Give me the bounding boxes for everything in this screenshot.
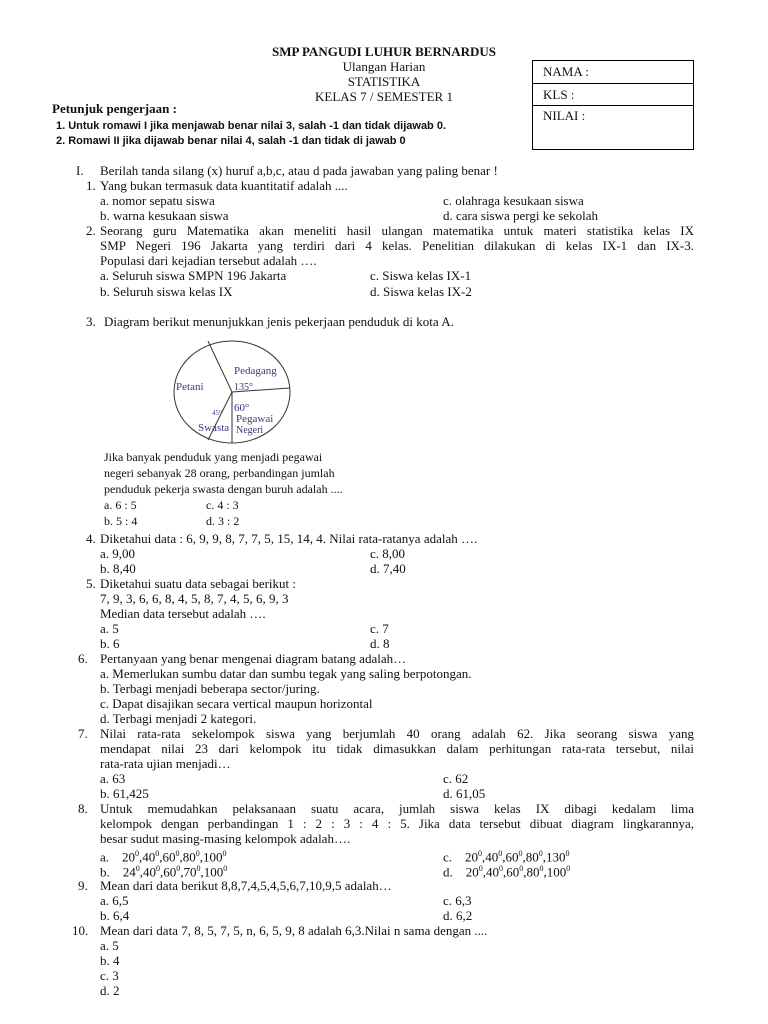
option-c[interactable]: c. 6,3 — [443, 893, 472, 908]
score-field[interactable]: NILAI : — [543, 108, 586, 123]
question-text: mendapat nilai 23 dari kelompok itu tidak dimasukkan dalam perhitungan rata-rata tersebut, nilai — [100, 741, 694, 756]
option-c[interactable]: c. $20^0,40^0,60^0,80^0,130^0$ — [443, 849, 570, 865]
option-d[interactable]: d. 2 — [100, 983, 120, 998]
angle-value: 70 — [183, 864, 197, 880]
option-a[interactable]: a. 6,5 — [100, 893, 129, 908]
angle-value: 24 — [122, 864, 136, 880]
angle-value: 60 — [163, 864, 177, 880]
question-text: Mean dari data 7, 8, 5, 7, 5, n, 6, 5, 9, 8 adalah 6,3.Nilai n sama dengan .... — [100, 923, 488, 938]
option-a[interactable]: a. 9,00 — [100, 546, 136, 561]
id-divider — [533, 83, 693, 84]
option-c[interactable]: c. 3 — [100, 968, 119, 983]
question-text: Seorang guru Matematika akan meneliti hasil ulangan matematika untuk materi statistika kelas IX — [100, 223, 694, 238]
question-text: Median data tersebut adalah …. — [100, 606, 266, 621]
angle-value: 130 — [546, 849, 566, 865]
school-name: SMP PANGUDI LUHUR BERNARDUS — [271, 44, 497, 59]
section-number: I. — [76, 163, 84, 178]
angle-value: 20 — [122, 849, 136, 865]
angle-value: 20 — [465, 864, 479, 880]
degree-sign: 0 — [156, 864, 160, 873]
pie-angle-60: 60° — [234, 402, 250, 414]
class-semester: KELAS 7 / SEMESTER 1 — [315, 89, 453, 104]
option-b[interactable]: b. 8,40 — [100, 561, 136, 576]
option-d[interactable]: d. 7,40 — [370, 561, 406, 576]
pie-label-negeri: Negeri — [236, 425, 264, 436]
question-text: kelompok dengan perbandingan 1 : 2 : 3 : 4 : 5. Jika data tersebut dibuat diagram lingkarannya, — [100, 816, 694, 831]
degree-sign: 0 — [565, 849, 570, 858]
degree-sign: 0 — [135, 849, 140, 858]
angle-value: 80 — [182, 849, 196, 865]
pie-angle-135: 135° — [234, 382, 253, 393]
pie-angle-45: 45° — [212, 409, 222, 417]
degree-sign: 0 — [538, 849, 543, 858]
option-b[interactable]: b. warna kesukaan siswa — [100, 208, 229, 223]
degree-sign: 0 — [498, 849, 503, 858]
degree-sign: 0 — [566, 864, 571, 873]
question-text: Nilai rata-rata sekelompok siswa yang berjumlah 40 orang adalah 62. Jika seorang siswa yang — [100, 726, 694, 741]
angle-value: 40 — [143, 864, 156, 880]
option-label: a. — [100, 849, 110, 865]
angle-value: 20 — [465, 849, 479, 865]
option-d[interactable]: d. cara siswa pergi ke sekolah — [443, 208, 598, 223]
angle-value: 40 — [142, 849, 156, 865]
question-text: Populasi dari kejadian tersebut adalah …. — [100, 253, 317, 268]
option-a[interactable]: a. 5 — [100, 621, 119, 636]
option-b[interactable]: b. Seluruh siswa kelas IX — [100, 284, 233, 299]
option-a[interactable]: a. $20^0,40^0,60^0,80^0,100^0$ — [100, 849, 227, 865]
question-number: 10. — [72, 923, 89, 938]
angle-value: 60 — [505, 849, 519, 865]
pie-divider — [208, 341, 232, 392]
option-c[interactable]: c. 4 : 3 — [206, 498, 239, 512]
option-label: b. — [100, 864, 110, 880]
question-text: Untuk memudahkan pelaksanaan suatu acara, jumlah siswa kelas IX dibagi kedalam lima — [100, 801, 694, 816]
option-c[interactable]: c. 8,00 — [370, 546, 406, 561]
option-b[interactable]: b. 6,4 — [100, 908, 130, 923]
option-b[interactable]: b. $24^0,40^0,60^0,70^0,100^0$ — [100, 864, 228, 880]
question-number: 7. — [78, 726, 88, 741]
question-text: Diketahui data : 6, 9, 9, 8, 7, 7, 5, 15, 14, 4. Nilai rata-ratanya adalah …. — [100, 531, 478, 546]
question-text: besar sudut masing-masing kelompok adalah…. — [100, 831, 351, 846]
question-text: Diketahui suatu data sebagai berikut : — [100, 576, 297, 591]
question-text: Yang bukan termasuk data kuantitatif adalah .... — [100, 178, 348, 193]
question-text: Diagram berikut menunjukkan jenis pekerjaan penduduk di kota A. — [104, 314, 454, 329]
name-field[interactable]: NAMA : — [543, 64, 589, 79]
id-divider — [533, 105, 693, 106]
question-text: penduduk pekerja swasta dengan buruh adalah .... — [104, 482, 343, 496]
option-b[interactable]: b. 5 : 4 — [104, 514, 138, 528]
exam-type: Ulangan Harian — [342, 59, 426, 74]
option-d[interactable]: d. 8 — [370, 636, 390, 651]
degree-sign: 0 — [222, 849, 227, 858]
option-a[interactable]: a. 63 — [100, 771, 126, 786]
question-number: 1. — [86, 178, 96, 193]
student-id-box — [532, 60, 694, 150]
option-c[interactable]: c. olahraga kesukaan siswa — [443, 193, 584, 208]
question-text: rata-rata ujian menjadi… — [100, 756, 231, 771]
pie-label-pegawai: Pegawai — [236, 413, 274, 425]
degree-sign: 0 — [176, 864, 181, 873]
option-c[interactable]: c. 7 — [370, 621, 389, 636]
option-b[interactable]: b. 61,425 — [100, 786, 149, 801]
degree-sign: 0 — [135, 864, 140, 873]
question-number: 9. — [78, 878, 88, 893]
question-data: 7, 9, 3, 6, 6, 8, 4, 5, 8, 7, 4, 5, 6, 9, 3 — [100, 591, 289, 606]
degree-sign: 0 — [499, 864, 503, 873]
pie-label-petani: Petani — [176, 381, 204, 393]
degree-sign: 0 — [223, 864, 228, 873]
option-d[interactable]: d. Terbagi menjadi 2 kategori. — [100, 711, 257, 726]
angle-value: 80 — [525, 849, 539, 865]
degree-sign: 0 — [519, 864, 524, 873]
degree-sign: 0 — [195, 849, 200, 858]
option-b[interactable]: b. Terbagi menjadi beberapa sector/juring. — [100, 681, 320, 696]
angle-value: 40 — [485, 849, 499, 865]
option-a[interactable]: a. nomor sepatu siswa — [100, 193, 215, 208]
option-c[interactable]: c. 62 — [443, 771, 469, 786]
pie-label-pedagang: Pedagang — [234, 365, 277, 377]
question-number: 6. — [78, 651, 88, 666]
instruction-rule: 2. Romawi II jika dijawab benar nilai 4, salah -1 dan tidak di jawab 0 — [56, 135, 406, 147]
angle-value: 60 — [506, 864, 520, 880]
question-number: 3. — [86, 314, 96, 329]
option-label: d. — [443, 864, 453, 880]
option-c[interactable]: c. Dapat disajikan secara vertical maupun horizontal — [100, 696, 373, 711]
degree-sign: 0 — [478, 849, 483, 858]
question-number: 5. — [86, 576, 96, 591]
option-d[interactable]: d. Siswa kelas IX-2 — [370, 284, 472, 299]
degree-sign: 0 — [478, 864, 483, 873]
option-label: c. — [443, 849, 453, 865]
angle-value: 40 — [486, 864, 499, 880]
angle-value: 80 — [526, 864, 540, 880]
question-number: 2. — [86, 223, 96, 238]
degree-sign: 0 — [155, 849, 160, 858]
option-b[interactable]: b. 4 — [100, 953, 120, 968]
class-field[interactable]: KLS : — [543, 87, 575, 102]
question-text: negeri sebanyak 28 orang, perbandingan jumlah — [104, 466, 335, 480]
subject: STATISTIKA — [347, 74, 421, 89]
option-c[interactable]: c. Siswa kelas IX-1 — [370, 268, 472, 283]
question-number: 4. — [86, 531, 96, 546]
option-a[interactable]: a. 6 : 5 — [104, 498, 137, 512]
degree-sign: 0 — [539, 864, 544, 873]
option-b[interactable]: b. 6 — [100, 636, 120, 651]
question-text: Mean dari data berikut 8,8,7,4,5,4,5,6,7,10,9,5 adalah… — [100, 878, 392, 893]
degree-sign: 0 — [518, 849, 523, 858]
degree-sign: 0 — [175, 849, 180, 858]
instructions-title: Petunjuk pengerjaan : — [52, 101, 177, 116]
pie-label-swasta: Swasta — [198, 422, 230, 434]
option-d[interactable]: d. 6,2 — [443, 908, 473, 923]
option-a[interactable]: a. 5 — [100, 938, 119, 953]
angle-value: 60 — [162, 849, 176, 865]
option-a[interactable]: a. Seluruh siswa SMPN 196 Jakarta — [100, 268, 287, 283]
degree-sign: 0 — [196, 864, 201, 873]
question-text: Pertanyaan yang benar mengenai diagram batang adalah… — [100, 651, 407, 666]
angle-value: 100 — [203, 864, 224, 880]
question-text: SMP Negeri 196 Jakarta yang terdiri dari 4 kelas. Penelitian dilakukan di kelas IX-1 dan IX-3. — [100, 238, 694, 253]
option-a[interactable]: a. Memerlukan sumbu datar dan sumbu tegak yang saling berpotongan. — [100, 666, 472, 681]
pie-chart — [168, 336, 298, 444]
option-d[interactable]: d. $20^0,40^0,60^0,80^0,100^0$ — [443, 864, 571, 880]
angle-value: 100 — [546, 864, 567, 880]
option-d[interactable]: d. 61,05 — [443, 786, 486, 801]
section-instruction: Berilah tanda silang (x) huruf a,b,c, atau d pada jawaban yang paling benar ! — [100, 163, 498, 178]
question-number: 8. — [78, 801, 88, 816]
question-text: Jika banyak penduduk yang menjadi pegawai — [104, 450, 323, 464]
instruction-rule: 1. Untuk romawi I jika menjawab benar nilai 3, salah -1 dan tidak dijawab 0. — [56, 120, 447, 132]
angle-value: 100 — [203, 849, 223, 865]
option-d[interactable]: d. 3 : 2 — [206, 514, 240, 528]
